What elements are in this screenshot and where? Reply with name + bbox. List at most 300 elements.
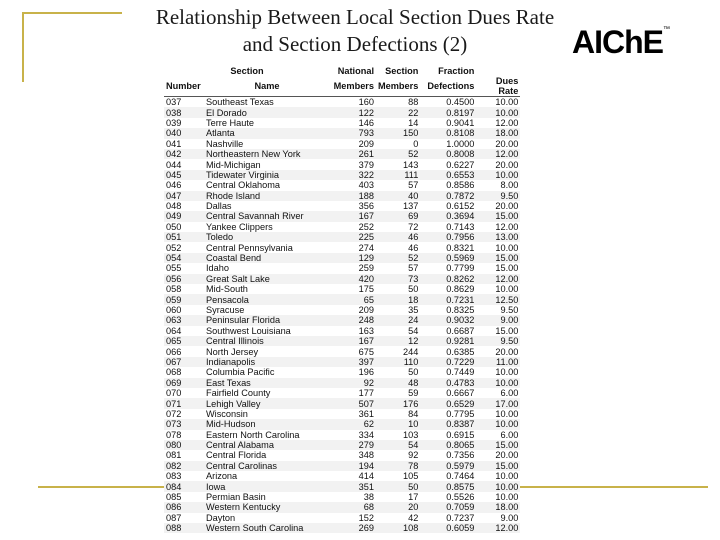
cell-dues-rate: 10.00 [476, 419, 520, 429]
cell-fraction-defections: 0.6227 [446, 159, 475, 170]
cell-fraction-defections: 0.8065 [420, 440, 476, 450]
cell-national-members: 65 [330, 294, 376, 304]
cell-section-members: 46 [376, 232, 420, 242]
table-row [164, 128, 520, 138]
cell-section-members: 137 [403, 201, 419, 212]
cell-section-number: 054 [164, 253, 204, 263]
cell-section-name: Western South Carolina [204, 523, 330, 533]
cell-fraction-defections: 0.8387 [420, 419, 476, 429]
table-row [164, 398, 520, 408]
header-national-members: Members [330, 76, 376, 97]
cell-section-members: 42 [408, 512, 419, 523]
logo-text: AIChE [572, 24, 663, 60]
cell-section-number: 047 [164, 191, 204, 201]
cell-section-number: 083 [166, 471, 182, 482]
table-row [164, 159, 520, 169]
cell-national-members: 122 [330, 107, 376, 117]
cell-section-members: 52 [376, 253, 420, 263]
table-header-row-2 [164, 76, 520, 97]
cell-fraction-defections: 0.9032 [420, 315, 476, 325]
cell-dues-rate: 10.00 [476, 481, 520, 491]
cell-dues-rate: 9.00 [500, 512, 519, 523]
cell-dues-rate: 10.00 [495, 97, 519, 108]
header-section-members: Members [376, 76, 420, 97]
cell-fraction-defections: 0.8575 [420, 481, 476, 491]
cell-section-members: 24 [376, 315, 420, 325]
cell-section-name: Central Alabama [204, 440, 330, 450]
table-row [164, 378, 520, 388]
cell-fraction-defections: 0.7799 [446, 263, 475, 274]
table-row [164, 430, 520, 440]
cell-dues-rate: 10.00 [495, 284, 519, 295]
cell-fraction-defections: 0.7143 [446, 221, 475, 232]
cell-fraction-defections: 0.9041 [446, 117, 475, 128]
table-row [164, 481, 520, 491]
cell-national-members: 356 [358, 201, 374, 212]
cell-dues-rate: 10.00 [476, 170, 520, 180]
cell-section-name: Central Pennsylvania [206, 242, 293, 253]
table-row [164, 502, 520, 512]
table-row [164, 97, 520, 108]
cell-national-members: 163 [358, 325, 374, 336]
cell-fraction-defections: 0.6529 [420, 398, 476, 408]
cell-fraction-defections: 0.7237 [446, 512, 475, 523]
cell-section-members: 20 [376, 502, 420, 512]
table-row [164, 263, 520, 273]
cell-section-name: Atlanta [204, 128, 330, 138]
table-row [164, 409, 520, 419]
table-row [164, 440, 520, 450]
cell-section-members: 50 [408, 284, 419, 295]
table-row [164, 107, 520, 117]
cell-dues-rate: 20.00 [495, 201, 519, 212]
decorative-vertical-rule [22, 12, 24, 82]
cell-national-members: 152 [358, 512, 374, 523]
table-row [164, 450, 520, 460]
cell-section-number: 041 [166, 138, 182, 149]
cell-section-number: 085 [166, 492, 182, 503]
cell-section-number: 050 [166, 221, 182, 232]
cell-section-number: 066 [166, 346, 182, 357]
cell-dues-rate: 20.00 [495, 159, 519, 170]
cell-national-members: 248 [330, 315, 376, 325]
table-row [164, 492, 520, 502]
table-row [164, 232, 520, 242]
cell-section-number: 040 [164, 128, 204, 138]
table-row [164, 346, 520, 356]
cell-dues-rate: 12.50 [476, 294, 520, 304]
cell-fraction-defections: 0.7231 [420, 294, 476, 304]
cell-section-name: Lehigh Valley [204, 398, 330, 408]
cell-section-name: Central Carolinas [204, 461, 330, 471]
cell-dues-rate: 18.00 [476, 128, 520, 138]
table-row [164, 305, 520, 315]
cell-section-members: 35 [408, 305, 419, 315]
cell-dues-rate: 10.00 [495, 492, 519, 503]
cell-fraction-defections: 1.0000 [446, 138, 475, 149]
cell-fraction-defections: 0.7795 [446, 408, 475, 419]
cell-section-number: 042 [164, 149, 204, 159]
cell-section-number: 065 [164, 336, 204, 346]
cell-section-members: 108 [376, 523, 420, 533]
slide-title-line-2: and Section Defections (2) [242, 32, 468, 56]
table-row [164, 461, 520, 471]
table-header-row-1 [164, 66, 520, 76]
cell-national-members: 209 [358, 305, 374, 315]
cell-fraction-defections: 0.5969 [420, 253, 476, 263]
slide-title-line-1: Relationship Between Local Section Dues Rate [155, 5, 555, 29]
cell-section-number: 067 [164, 357, 204, 367]
cell-dues-rate: 10.00 [495, 471, 519, 482]
cell-dues-rate: 12.00 [495, 221, 519, 232]
cell-dues-rate: 9.50 [476, 336, 520, 346]
cell-section-number: 070 [166, 388, 182, 399]
cell-dues-rate: 15.00 [476, 253, 520, 263]
decorative-top-rule [22, 12, 122, 14]
cell-section-number: 046 [166, 180, 182, 191]
cell-section-members: 22 [376, 107, 420, 117]
cell-section-name: Wisconsin [206, 408, 248, 419]
cell-national-members: 322 [330, 170, 376, 180]
cell-national-members: 252 [358, 221, 374, 232]
cell-national-members: 269 [330, 523, 376, 533]
cell-dues-rate: 15.00 [476, 440, 520, 450]
cell-section-members: 18 [376, 294, 420, 304]
cell-section-members: 17 [408, 492, 419, 503]
cell-national-members: 379 [358, 159, 374, 170]
cell-fraction-defections: 0.3694 [420, 211, 476, 221]
cell-national-members: 675 [358, 346, 374, 357]
table-row [164, 326, 520, 336]
cell-section-members: 92 [408, 450, 419, 461]
header-number: Number [164, 76, 204, 97]
table-row [164, 284, 520, 294]
cell-national-members: 414 [358, 471, 374, 482]
table-row [164, 367, 520, 377]
cell-section-number: 078 [166, 429, 182, 440]
cell-fraction-defections: 0.8325 [446, 305, 475, 315]
cell-fraction-defections: 0.7356 [446, 450, 475, 461]
cell-fraction-defections: 0.9281 [420, 336, 476, 346]
cell-section-number: 055 [166, 263, 182, 274]
cell-section-number: 082 [164, 461, 204, 471]
cell-national-members: 38 [363, 492, 374, 503]
cell-dues-rate: 12.00 [476, 274, 520, 284]
cell-national-members: 507 [330, 398, 376, 408]
header-blank [476, 66, 520, 76]
cell-section-name: Terre Haute [206, 117, 254, 128]
cell-national-members: 420 [330, 274, 376, 284]
cell-national-members: 403 [358, 180, 374, 191]
cell-national-members: 209 [358, 138, 374, 149]
cell-section-members: 84 [408, 408, 419, 419]
cell-section-name: Pensacola [204, 294, 330, 304]
cell-national-members: 68 [330, 502, 376, 512]
cell-section-name: Peninsular Florida [204, 315, 330, 325]
cell-fraction-defections: 0.8008 [420, 149, 476, 159]
table-row [164, 471, 520, 481]
cell-section-members: 111 [376, 170, 420, 180]
cell-section-number: 088 [164, 523, 204, 533]
cell-section-members: 50 [408, 367, 419, 378]
cell-section-members: 12 [376, 336, 420, 346]
cell-national-members: 225 [330, 232, 376, 242]
cell-national-members: 351 [330, 481, 376, 491]
cell-section-members: 244 [403, 346, 419, 357]
cell-fraction-defections: 0.8108 [420, 128, 476, 138]
cell-fraction-defections: 0.8586 [446, 180, 475, 191]
table-body [164, 97, 520, 534]
cell-section-number: 052 [166, 242, 182, 253]
cell-section-number: 072 [166, 408, 182, 419]
cell-dues-rate: 20.00 [495, 346, 519, 357]
cell-dues-rate: 17.00 [476, 398, 520, 408]
cell-national-members: 160 [358, 97, 374, 108]
cell-section-name: Iowa [204, 481, 330, 491]
cell-section-number: 087 [166, 512, 182, 523]
cell-section-members: 50 [376, 481, 420, 491]
cell-national-members: 397 [330, 357, 376, 367]
cell-section-number: 051 [164, 232, 204, 242]
cell-section-number: 056 [164, 274, 204, 284]
table-row [164, 388, 520, 398]
slide-title [110, 4, 600, 58]
cell-section-number: 063 [164, 315, 204, 325]
table-row [164, 523, 520, 533]
cell-section-name: Western Kentucky [204, 502, 330, 512]
cell-dues-rate: 15.00 [476, 461, 520, 471]
cell-dues-rate: 10.00 [495, 408, 519, 419]
cell-dues-rate: 20.00 [495, 138, 519, 149]
cell-section-number: 069 [164, 378, 204, 388]
cell-section-members: 78 [376, 461, 420, 471]
cell-section-members: 48 [376, 378, 420, 388]
dues-defections-table [164, 66, 520, 533]
cell-section-members: 46 [408, 242, 419, 253]
cell-section-number: 049 [164, 211, 204, 221]
table-row [164, 222, 520, 232]
cell-fraction-defections: 0.8262 [420, 274, 476, 284]
cell-section-members: 69 [376, 211, 420, 221]
cell-fraction-defections: 0.7059 [420, 502, 476, 512]
cell-national-members: 167 [330, 336, 376, 346]
cell-dues-rate: 12.00 [495, 117, 519, 128]
cell-section-number: 059 [164, 294, 204, 304]
cell-national-members: 361 [358, 408, 374, 419]
table-row [164, 357, 520, 367]
header-fraction: Fraction [438, 66, 475, 76]
cell-section-name: Central Illinois [204, 336, 330, 346]
cell-section-number: 044 [166, 159, 182, 170]
cell-fraction-defections: 0.7872 [420, 191, 476, 201]
cell-section-name: Eastern North Carolina [206, 429, 300, 440]
cell-section-number: 037 [166, 97, 182, 108]
cell-dues-rate: 9.00 [476, 315, 520, 325]
cell-fraction-defections: 0.6915 [446, 429, 475, 440]
cell-dues-rate: 8.00 [500, 180, 519, 191]
aiche-logo [572, 24, 669, 61]
cell-section-members: 52 [376, 149, 420, 159]
cell-section-members: 40 [376, 191, 420, 201]
cell-fraction-defections: 0.6059 [420, 523, 476, 533]
cell-section-number: 081 [166, 450, 182, 461]
cell-section-name: Nashville [206, 138, 244, 149]
cell-section-members: 143 [403, 159, 419, 170]
cell-national-members: 793 [330, 128, 376, 138]
cell-section-number: 071 [164, 398, 204, 408]
table-row [164, 139, 520, 149]
cell-fraction-defections: 0.8321 [446, 242, 475, 253]
cell-dues-rate: 9.50 [500, 305, 519, 315]
cell-section-number: 068 [166, 367, 182, 378]
cell-section-name: Mid-Hudson [204, 419, 330, 429]
cell-fraction-defections: 0.5979 [420, 461, 476, 471]
table-row [164, 191, 520, 201]
cell-national-members: 129 [330, 253, 376, 263]
table-row [164, 294, 520, 304]
cell-section-members: 57 [408, 263, 419, 274]
cell-national-members: 146 [358, 117, 374, 128]
cell-fraction-defections: 0.8629 [446, 284, 475, 295]
cell-section-name: Central Oklahoma [206, 180, 281, 191]
cell-national-members: 261 [330, 149, 376, 159]
cell-section-name: Mid-South [206, 284, 248, 295]
cell-fraction-defections: 0.6553 [420, 170, 476, 180]
cell-dues-rate: 18.00 [476, 502, 520, 512]
cell-national-members: 334 [358, 429, 374, 440]
cell-national-members: 188 [330, 191, 376, 201]
cell-section-number: 058 [166, 284, 182, 295]
table-row [164, 180, 520, 190]
logo-trademark: ™ [663, 26, 669, 33]
cell-section-name: Central Savannah River [204, 211, 330, 221]
cell-fraction-defections: 0.6152 [446, 201, 475, 212]
cell-section-number: 084 [164, 481, 204, 491]
table-row [164, 118, 520, 128]
cell-section-members: 57 [408, 180, 419, 191]
cell-section-name: El Dorado [204, 107, 330, 117]
cell-fraction-defections: 0.6687 [446, 325, 475, 336]
cell-national-members: 62 [330, 419, 376, 429]
cell-section-members: 54 [376, 440, 420, 450]
cell-national-members: 196 [358, 367, 374, 378]
cell-section-name: Southeast Texas [206, 97, 274, 108]
cell-section-number: 039 [166, 117, 182, 128]
cell-national-members: 92 [330, 378, 376, 388]
cell-dues-rate: 11.00 [476, 357, 520, 367]
cell-section-name: Yankee Clippers [206, 221, 273, 232]
cell-national-members: 274 [358, 242, 374, 253]
cell-dues-rate: 13.00 [476, 232, 520, 242]
cell-fraction-defections: 0.8197 [420, 107, 476, 117]
cell-dues-rate: 10.00 [495, 242, 519, 253]
table-row [164, 211, 520, 221]
cell-section-name: East Texas [204, 378, 330, 388]
header-dues-rate: Dues Rate [476, 76, 520, 97]
cell-section-members: 73 [376, 274, 420, 284]
cell-national-members: 175 [358, 284, 374, 295]
cell-section-name: Arizona [206, 471, 238, 482]
table-row [164, 336, 520, 346]
cell-section-members: 59 [408, 388, 419, 399]
cell-section-members: 103 [403, 429, 419, 440]
header-defections: Defections [420, 76, 476, 97]
cell-national-members: 348 [358, 450, 374, 461]
cell-section-number: 045 [164, 170, 204, 180]
cell-fraction-defections: 0.6385 [446, 346, 475, 357]
table-row [164, 253, 520, 263]
cell-section-members: 150 [376, 128, 420, 138]
cell-section-name: Mid-Michigan [206, 159, 261, 170]
cell-section-members: 88 [408, 97, 419, 108]
cell-dues-rate: 15.00 [476, 211, 520, 221]
table-row [164, 513, 520, 523]
cell-section-members: 105 [403, 471, 419, 482]
cell-fraction-defections: 0.5526 [446, 492, 475, 503]
cell-fraction-defections: 0.7464 [446, 471, 475, 482]
cell-section-number: 060 [166, 305, 182, 315]
cell-section-name: Dallas [206, 201, 232, 212]
header-section: Section [385, 66, 419, 76]
table-row [164, 419, 520, 429]
cell-dues-rate: 10.00 [476, 378, 520, 388]
cell-section-name: Rhode Island [204, 191, 330, 201]
cell-section-name: Fairfield County [206, 388, 271, 399]
cell-national-members: 167 [330, 211, 376, 221]
cell-dues-rate: 6.00 [500, 388, 519, 399]
cell-section-members: 176 [376, 398, 420, 408]
cell-section-number: 086 [164, 502, 204, 512]
cell-section-members: 110 [376, 357, 420, 367]
cell-section-name: Great Salt Lake [204, 274, 330, 284]
cell-section-number: 080 [164, 440, 204, 450]
cell-section-name: Toledo [204, 232, 330, 242]
table-row [164, 274, 520, 284]
cell-section-name: Southwest Louisiana [206, 325, 291, 336]
table-row [164, 201, 520, 211]
cell-dues-rate: 10.00 [495, 367, 519, 378]
cell-dues-rate: 20.00 [495, 450, 519, 461]
cell-dues-rate: 15.00 [495, 325, 519, 336]
cell-fraction-defections: 0.6667 [446, 388, 475, 399]
cell-fraction-defections: 0.4500 [446, 97, 475, 108]
header-national: National [337, 66, 374, 76]
cell-section-name: Coastal Bend [204, 253, 330, 263]
cell-national-members: 194 [330, 461, 376, 471]
cell-fraction-defections: 0.7449 [446, 367, 475, 378]
cell-section-members: 72 [408, 221, 419, 232]
cell-section-number: 048 [166, 201, 182, 212]
table-row [164, 242, 520, 252]
cell-section-name: Syracuse [206, 305, 245, 315]
cell-national-members: 279 [330, 440, 376, 450]
cell-fraction-defections: 0.7956 [420, 232, 476, 242]
header-name: Name [204, 76, 330, 97]
table-row [164, 149, 520, 159]
cell-section-name: North Jersey [206, 346, 259, 357]
cell-section-number: 038 [164, 107, 204, 117]
cell-dues-rate: 10.00 [476, 107, 520, 117]
cell-fraction-defections: 0.7229 [420, 357, 476, 367]
cell-section-name: Northeastern New York [204, 149, 330, 159]
cell-section-name: Tidewater Virginia [204, 170, 330, 180]
cell-national-members: 177 [358, 388, 374, 399]
cell-section-name: Columbia Pacific [206, 367, 275, 378]
table-row [164, 315, 520, 325]
cell-dues-rate: 9.50 [476, 191, 520, 201]
table-row [164, 170, 520, 180]
cell-section-name: Dayton [206, 512, 236, 523]
